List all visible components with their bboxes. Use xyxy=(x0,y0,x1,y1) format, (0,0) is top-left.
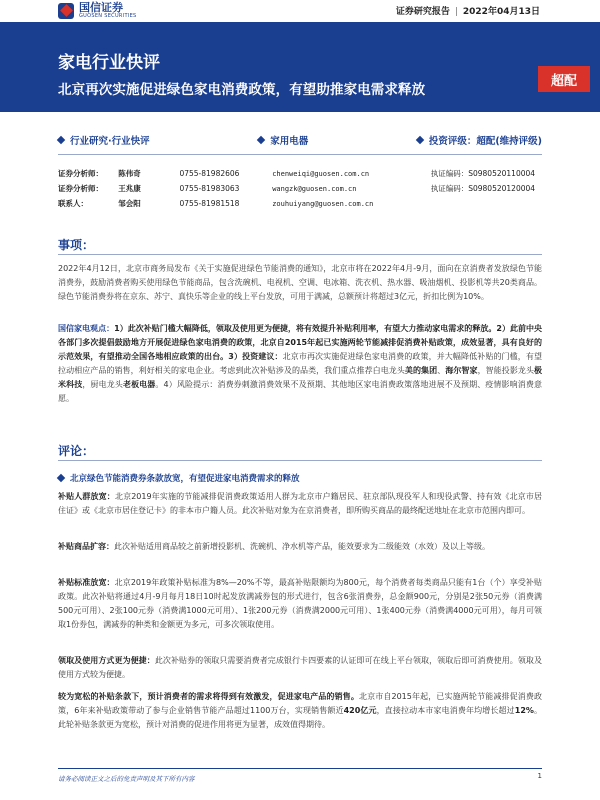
events-paragraph: 2022年4月12日，北京市商务局发布《关于实施促进绿色节能消费的通知》，北京市将在2022年4月-9月，面向在京消费者发放绿色节能消费券，鼓励消费者购买使用绿色节能商品，包含洗碗机、电视机、空调、电冰箱、洗衣机、热水器、吸油烟机、投影机等共20类商品。绿色节能消费券将在京东、苏宁、真快乐等企业的线上平台发放，可用于满减，总额预计将超过3亿元，折扣比例为10%。 xyxy=(58,264,542,301)
tags-row xyxy=(58,128,542,152)
logo-cn-text: 国信证券 xyxy=(79,1,123,14)
rating-badge: 超配 xyxy=(538,66,590,92)
view-label: 国信家电观点： xyxy=(58,324,115,333)
stock-xgimi: 极米科技 xyxy=(58,366,543,389)
analyst-phone: 0755-81983063 xyxy=(179,184,240,193)
analyst-role: 证券分析师： xyxy=(58,169,103,178)
page-subtitle: 北京再次实施促进绿色家电消费政策，有望助推家电需求释放 xyxy=(58,82,426,98)
tag-sector: 家用电器 xyxy=(258,133,308,147)
risk-text: 消费券刺激消费效果不及预期、其他地区家电消费政策落地进展不及预期、疫情影响消费意愿。 xyxy=(58,380,543,403)
title-banner xyxy=(0,22,600,112)
events-heading: 事项： xyxy=(58,238,95,252)
comment-paragraph: 补贴商品扩容：此次补贴适用商品较之前新增投影机、洗碗机、净水机等产品，能效要求为二级能效（水效）及以上等级。 xyxy=(58,542,490,551)
stock-haier: 海尔智家 xyxy=(445,366,478,375)
analyst-role: 证券分析师： xyxy=(58,184,103,193)
comment-paragraph: 较为宽松的补贴条款下，预计消费者的需求将得到有效激发，促进家电产品的销售。北京市自2015年起，已实施两轮节能减排促消费政策，6年来补贴政策带动了参与企业销售节能产品超过1100万台，实现销售额近420亿元，直接拉动本市家电消费年均增长超过12%。此轮补贴条款更为宽松，预计对消费的促进作用将更为显著，成效值得期待。 xyxy=(58,692,543,729)
analyst-email[interactable]: wangzk@guosen.com.cn xyxy=(272,184,357,193)
view-part-1: 1）此次补贴门槛大幅降低，领取及使用更为便捷，将有效提升补贴利用率，有望大力推动家电需求的释放。2）此前中央各部门多次提倡鼓励地方开展促进绿色家电消费的政策，北京自2015年起已实施两轮节能减排促消费补贴政策，成效显著，具有良好的示范效果，有望推动全国各地相应政策的出台。3）投资建议： xyxy=(58,324,542,361)
comment-paragraph: 补贴人群放宽：北京2019年实施的节能减排促消费政策适用人群为北京市户籍居民、驻京部队现役军人和现役武警、持有效《北京市居住证》或《北京市居住登记卡》的非本市户籍人员。此次补贴对象为在京消费者，即所购买商品的最终配送地址在北京市范围内即可。 xyxy=(58,492,542,515)
analyst-list xyxy=(58,166,542,211)
comment-label: 补贴商品扩容： xyxy=(58,542,114,551)
comments-sub-heading: 北京绿色节能消费券条款放宽，有望促进家电消费需求的释放 xyxy=(58,472,300,484)
analyst-cert: 执证编码：S0980520120004 xyxy=(430,184,536,193)
analyst-role: 联系人： xyxy=(58,199,88,208)
analyst-phone: 0755-81981518 xyxy=(179,199,240,208)
tag-research: 行业研究·行业快评 xyxy=(58,133,150,147)
analyst-row xyxy=(58,196,542,211)
analyst-email[interactable]: chenweiqi@guosen.com.cn xyxy=(272,169,370,178)
diamond-bullet-icon xyxy=(257,136,265,144)
analyst-phone: 0755-81982606 xyxy=(179,169,240,178)
divider xyxy=(58,460,542,461)
analyst-name: 邹会阳 xyxy=(118,199,141,208)
analyst-email[interactable]: zouhuiyang@guosen.com.cn xyxy=(272,199,374,208)
logo-mark-icon xyxy=(58,3,74,19)
tag-rating: 投资评级：超配(维持评级) xyxy=(417,133,542,147)
analyst-name: 陈伟奇 xyxy=(118,169,141,178)
view-paragraph: 国信家电观点：1）此次补贴门槛大幅降低，领取及使用更为便捷，将有效提升补贴利用率，有望大力推动家电需求的释放。2）此前中央各部门多次提倡鼓励地方开展促进绿色家电消费的政策，北京自2015年起已实施两轮节能减排促消费补贴政策，成效显著，具有良好的示范效果，有望推动全国各地相应政策的出台。3）投资建议：北京市再次实施促进绿色家电消费的政策，并大幅降低补贴的门槛，有望拉动相应产品的销售，利好相关的家电企业。考虑到此次补贴涉及的品类，我们重点推荐白电龙头美的集团、海尔智家，智能投影龙头极米科技，厨电龙头老板电器。4）风险提示：消费券刺激消费效果不及预期、其他地区家电消费政策落地进展不及预期、疫情影响消费意愿。 xyxy=(58,324,543,403)
comments-heading: 评论： xyxy=(58,444,95,458)
diamond-bullet-icon xyxy=(57,474,65,482)
footer-disclaimer: 请务必阅读正文之后的免责声明及其下所有内容 xyxy=(58,775,195,783)
report-date: 2022年04月13日 xyxy=(462,7,540,17)
divider xyxy=(58,254,542,255)
view-part-2: 北京市再次实施促进绿色家电消费的政策，并大幅降低补贴的门槛，有望拉动相应产品的销售，利好相关的家电企业。考虑到此次补贴涉及的品类，我们重点推荐白电龙头 xyxy=(58,352,542,375)
top-bar xyxy=(0,0,600,22)
stock-midea: 美的集团 xyxy=(404,366,438,375)
divider xyxy=(58,154,542,155)
diamond-bullet-icon xyxy=(416,136,424,144)
analyst-cert: 执证编码：S0980520110004 xyxy=(430,169,536,178)
analyst-row xyxy=(58,181,542,196)
doc-meta: 证券研究报告 | 2022年04月13日 xyxy=(395,7,540,17)
comment-label: 领取及使用方式更为便捷： xyxy=(58,656,155,665)
comment-label: 补贴人群放宽： xyxy=(58,492,115,501)
diamond-bullet-icon xyxy=(57,136,65,144)
report-type: 证券研究报告 xyxy=(395,7,450,17)
logo-en-text: GUOSEN SECURITIES xyxy=(79,13,137,19)
analyst-name: 王兆康 xyxy=(118,184,141,193)
page-title: 家电行业快评 xyxy=(58,53,160,73)
comment-label: 较为宽松的补贴条款下，预计消费者的需求将得到有效激发，促进家电产品的销售。 xyxy=(58,692,359,701)
comment-paragraph: 补贴标准放宽：北京2019年政策补贴标准为8%—20%不等，最高补贴限额均为800元，每个消费者每类商品只能有1台（个）享受补贴政策。此次补贴将通过4月-9月每月18日10时起发放满减券包的形式进行，包含6张消费券，总金额900元，分别是2张50元券（消费满500元可用）、2张100元券（消费满1000元可用）、1张200元券（消费满2000元可用）、1张400元券（消费满4000元可用），每月可领取1份券包，满减券的种类和金额更为多元，可多次领取使用。 xyxy=(58,578,543,629)
comment-label: 补贴标准放宽： xyxy=(58,578,115,587)
company-logo xyxy=(58,2,137,19)
stock-robam: 老板电器 xyxy=(122,380,156,389)
analyst-row xyxy=(58,166,542,181)
page-number: 1 xyxy=(537,772,542,780)
footer-divider xyxy=(58,768,542,769)
comment-paragraph: 领取及使用方式更为便捷：此次补贴券的领取只需要消费者完成银行卡四要素的认证即可在线上平台领取，领取后即可消费使用。领取及使用方式较为便捷。 xyxy=(58,656,542,679)
